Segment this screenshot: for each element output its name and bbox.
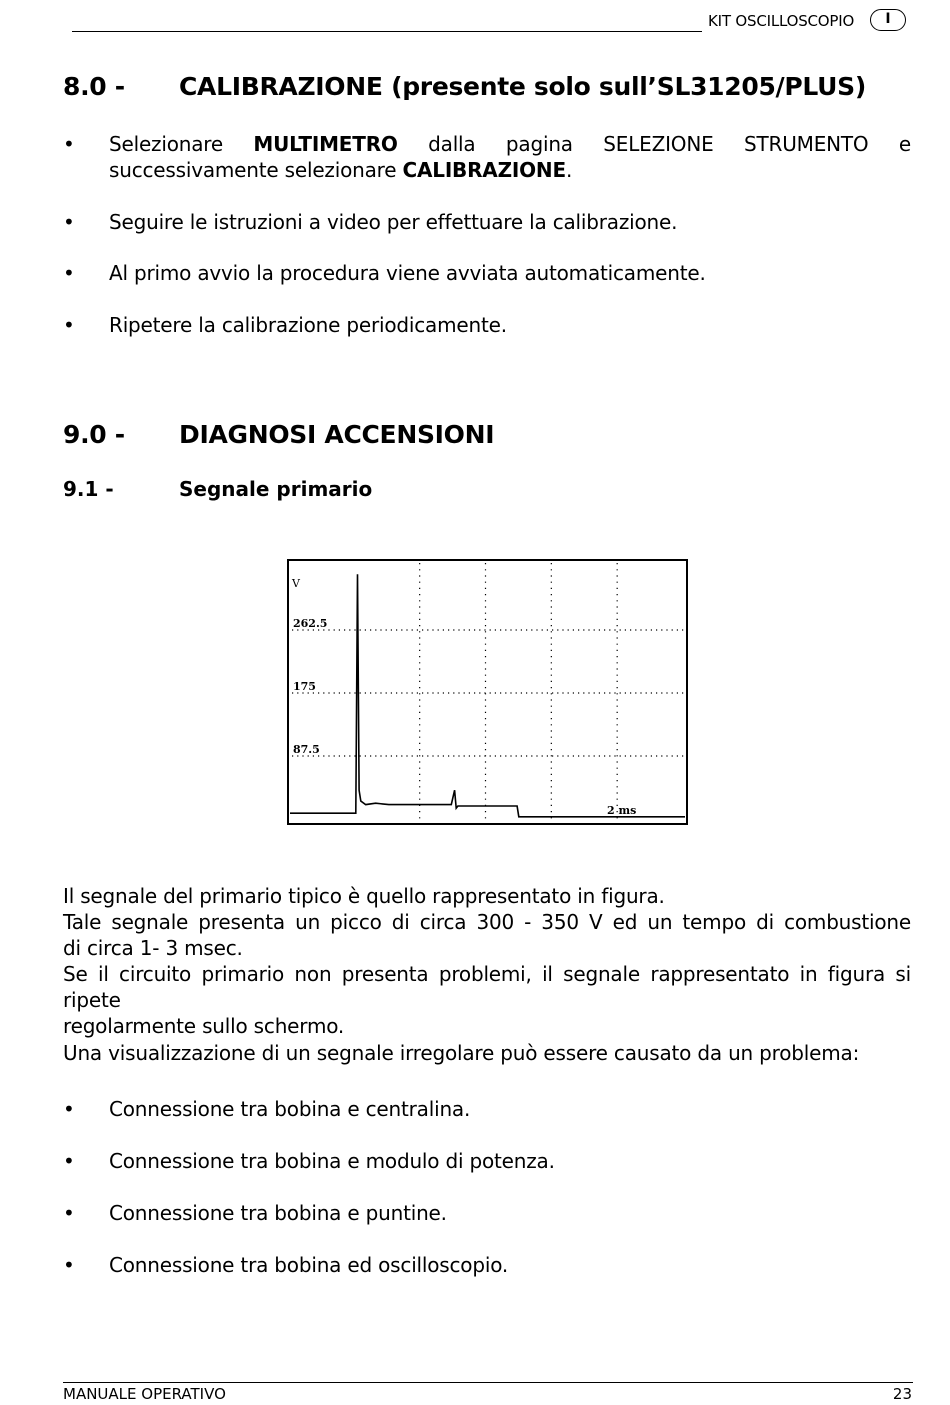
header-rule <box>72 31 702 32</box>
subsection-9-1-title: Segnale primario <box>179 477 373 501</box>
bullet-icon: • <box>63 1097 75 1121</box>
body-paragraph <box>63 883 911 1039</box>
section-9-number: 9.0 - <box>63 420 125 449</box>
list-item <box>63 1200 911 1226</box>
list-item <box>63 1096 911 1122</box>
list-item <box>63 1252 911 1278</box>
bullet-text: Connessione tra bobina e centralina. <box>109 1097 471 1121</box>
section-9-title: DIAGNOSI ACCENSIONI <box>179 420 495 449</box>
language-badge: I <box>870 9 906 31</box>
footer-rule <box>63 1382 913 1383</box>
paragraph-line: di circa 1- 3 msec. <box>63 936 243 960</box>
list-item <box>63 209 911 235</box>
list-item <box>63 1148 911 1174</box>
paragraph-line: Tale segnale presenta un picco di circa 300 - 350 V ed un tempo di combustione <box>63 910 911 934</box>
bullet-icon: • <box>63 1253 75 1277</box>
bullet-icon: • <box>63 313 75 337</box>
section-8-title: CALIBRAZIONE (presente solo sull’SL31205/PLUS) <box>179 72 866 101</box>
bullet-text: Seguire le istruzioni a video per effettuare la calibrazione. <box>109 210 678 234</box>
y-tick-label: 87.5 <box>293 743 320 756</box>
bullet-text: Connessione tra bobina e modulo di potenza. <box>109 1149 555 1173</box>
body-paragraph: Una visualizzazione di un segnale irregolare può essere causato da un problema: <box>63 1041 860 1065</box>
text-fragment: dalla pagina SELEZIONE STRUMENTO e <box>397 132 911 156</box>
oscilloscope-figure <box>287 559 688 825</box>
y-tick-label: 175 <box>293 680 316 693</box>
section-8-number: 8.0 - <box>63 72 125 101</box>
bullet-text <box>109 131 911 183</box>
footer-title: MANUALE OPERATIVO <box>63 1385 226 1403</box>
bullet-icon: • <box>63 210 75 234</box>
bullet-icon: • <box>63 132 75 156</box>
list-item <box>63 131 911 183</box>
keyword-multimetro: MULTIMETRO <box>253 132 398 156</box>
subsection-9-1-number: 9.1 - <box>63 477 114 501</box>
time-division-annotation: 2 ms <box>607 804 637 817</box>
text-fragment: . <box>565 158 573 182</box>
paragraph-line: Se il circuito primario non presenta problemi, il segnale rappresentato in figura si ripete <box>63 962 911 1012</box>
chart-frame <box>288 560 687 824</box>
bullet-icon: • <box>63 1201 75 1225</box>
paragraph-line: regolarmente sullo schermo. <box>63 1014 345 1038</box>
text-fragment: Selezionare <box>109 132 254 156</box>
y-tick-label: 262.5 <box>293 617 328 630</box>
paragraph-line: Il segnale del primario tipico è quello rappresentato in figura. <box>63 884 665 908</box>
bullet-icon: • <box>63 1149 75 1173</box>
oscilloscope-chart <box>287 559 688 825</box>
bullet-text: Connessione tra bobina e puntine. <box>109 1201 447 1225</box>
page-number: 23 <box>892 1385 912 1403</box>
list-item <box>63 312 911 338</box>
text-fragment: successivamente selezionare <box>109 158 403 182</box>
bullet-text: Al primo avvio la procedura viene avviata automaticamente. <box>109 261 706 285</box>
bullet-icon: • <box>63 261 75 285</box>
y-axis-label: V <box>292 577 300 590</box>
list-item <box>63 260 911 286</box>
keyword-calibrazione: CALIBRAZIONE <box>402 158 566 182</box>
bullet-line <box>109 157 911 183</box>
bullet-text: Ripetere la calibrazione periodicamente. <box>109 313 507 337</box>
header-title: KIT OSCILLOSCOPIO <box>708 12 855 30</box>
bullet-line <box>109 131 911 157</box>
bullet-text: Connessione tra bobina ed oscilloscopio. <box>109 1253 509 1277</box>
